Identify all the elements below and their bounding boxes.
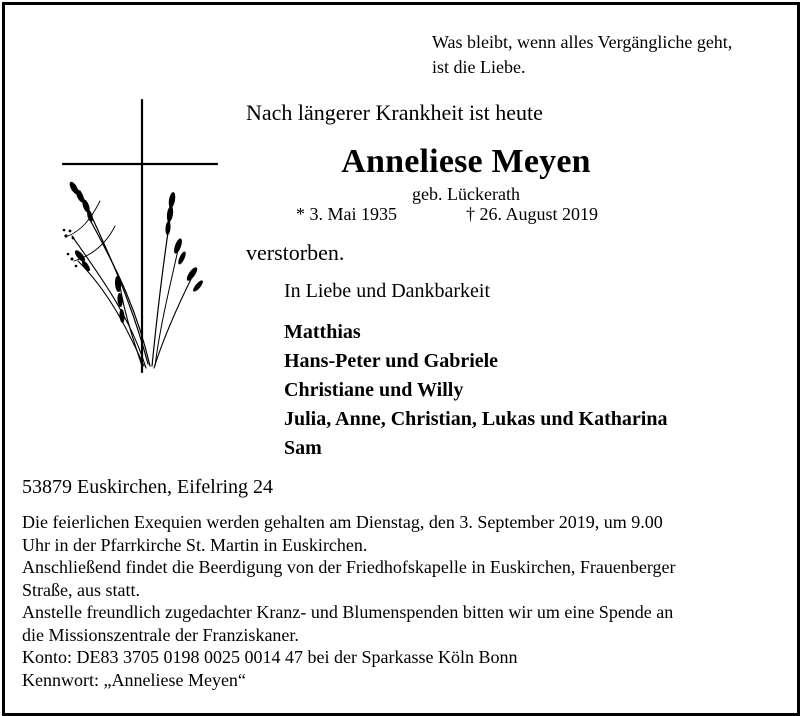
info-line: Die feierlichen Exequien werden gehalten am Dienstag, den 3. September 2019, um 9.00 [22, 512, 663, 532]
maiden-name: geb. Lückerath [412, 184, 520, 204]
quote-line: Was bleibt, wenn alles Vergängliche geht, [432, 32, 733, 52]
mourner-entry: Christiane und Willy [284, 379, 464, 401]
info-line: Uhr in der Pfarrkirche St. Martin in Euskirchen. [22, 534, 368, 555]
deceased-name: Anneliese Meyen [341, 143, 591, 180]
mourner-entry: Julia, Anne, Christian, Lukas und Katharina [284, 408, 668, 430]
memorial-quote [432, 30, 732, 80]
birth-date: * 3. Mai 1935 [296, 204, 397, 224]
quote-line: ist die Liebe. [432, 57, 526, 77]
info-line: die Missionszentrale der Franziskaner. [22, 624, 299, 645]
mourners-list [284, 318, 667, 463]
death-date: † 26. August 2019 [466, 204, 599, 224]
intro-text: Nach längerer Krankheit ist heute [246, 100, 543, 125]
deceased-text: verstorben. [246, 240, 345, 265]
mourner-entry: Hans-Peter und Gabriele [284, 350, 499, 372]
info-line: Straße, aus statt. [22, 579, 140, 600]
mourner-entry: Matthias [284, 321, 361, 343]
funeral-information [22, 511, 782, 691]
gratitude-text: In Liebe und Dankbarkeit [284, 280, 491, 302]
info-line: Konto: DE83 3705 0198 0025 0014 47 bei der Sparkasse Köln Bonn [22, 647, 518, 667]
info-line: Kennwort: „Anneliese Meyen“ [22, 669, 246, 690]
info-line: Anstelle freundlich zugedachter Kranz- und Blumenspenden bitten wir um eine Spende an [22, 602, 674, 622]
mourner-entry: Sam [284, 437, 322, 459]
family-address: 53879 Euskirchen, Eifelring 24 [22, 476, 274, 498]
info-line: Anschließend findet die Beerdigung von der Friedhofskapelle in Euskirchen, Frauenberger [22, 557, 676, 577]
cross-with-wheat-icon [60, 96, 225, 376]
